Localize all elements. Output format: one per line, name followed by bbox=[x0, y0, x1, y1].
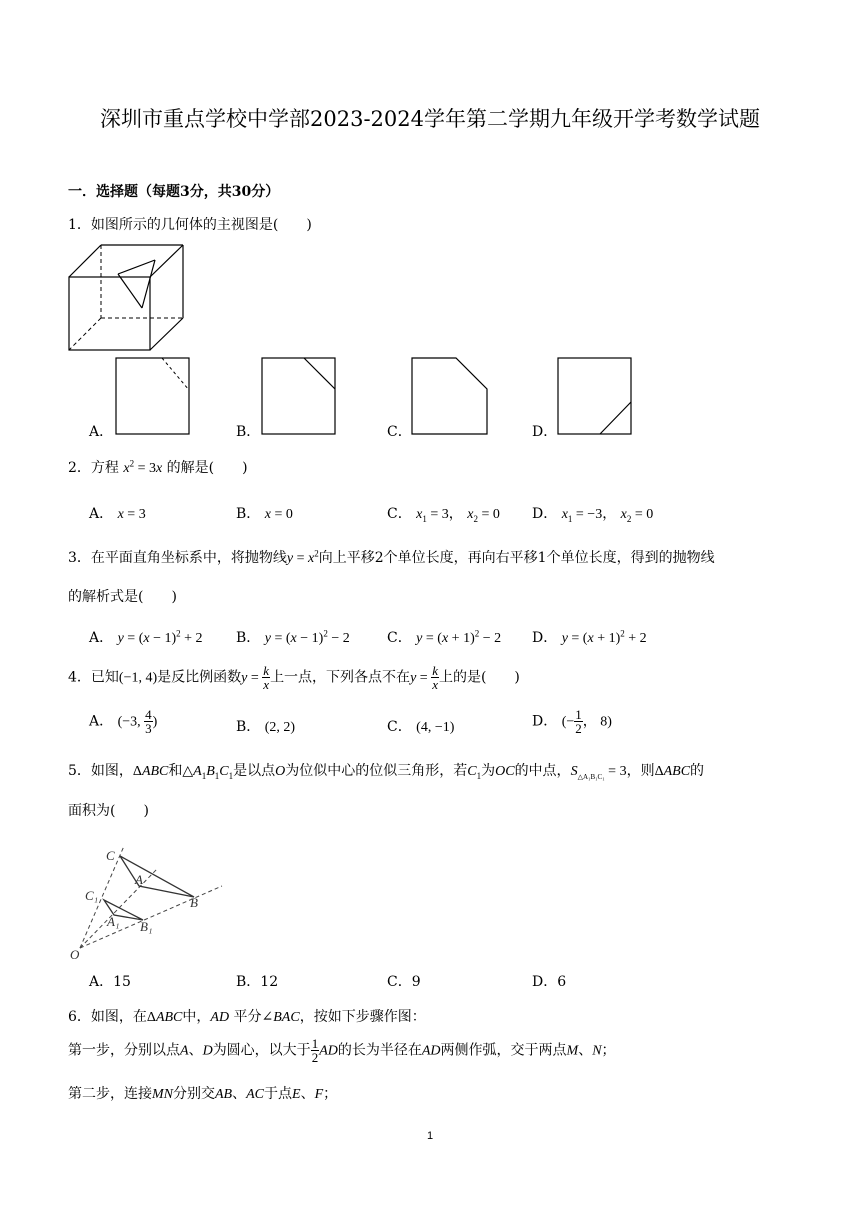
q5-stem-line1: 5．如图，ΔABC和$\triangle A_1B_1C_1$是以点O为位似中心的位似三角形，若$C_1$为OC的中点，$S_{\triangle A_1B_1C_1} = 3$，则ΔABC的 bbox=[68, 763, 705, 781]
q1-option-c-label[interactable]: C． bbox=[387, 424, 412, 440]
q1-stem: 1．如图所示的几何体的主视图是( ) bbox=[68, 217, 312, 233]
q1-solid-figure bbox=[66, 236, 192, 354]
q2-option-a[interactable]: A． x = 3 bbox=[89, 506, 146, 522]
q3-stem-line1: 3．在平面直角坐标系中，将抛物线$y = x^2$向上平移2个单位长度，再向右平移1个单位长度，得到的抛物线 bbox=[68, 548, 715, 566]
q5-option-c[interactable]: C．9 bbox=[387, 974, 421, 990]
q2-option-c[interactable]: C． $x_1 = 3$， $x_2 = 0$ bbox=[387, 506, 500, 524]
q4-option-d[interactable]: D． (− $\frac{1}{2}$ ， 8) bbox=[532, 707, 612, 736]
q5-label-b1: B₁ bbox=[140, 919, 153, 934]
q1-option-d-label[interactable]: D． bbox=[532, 424, 558, 440]
q4-option-b[interactable]: B． (2, 2) bbox=[236, 719, 296, 735]
q4-option-a[interactable]: A． (−3, $\frac{4}{3}$ ) bbox=[89, 707, 158, 736]
q5-label-c1: C₁ bbox=[85, 888, 99, 903]
page-number: 1 bbox=[426, 1130, 434, 1142]
section-heading: 一．选择题（每题3分，共30分） bbox=[68, 184, 280, 200]
q3-option-a[interactable]: A． $y = (x - 1)^2 + 2$ bbox=[89, 628, 203, 646]
q5-homothety-figure bbox=[66, 840, 226, 962]
q3-stem-line2: 的解析式是( ) bbox=[68, 589, 177, 605]
q5-label-c: C bbox=[106, 848, 115, 863]
q3-option-c[interactable]: C． $y = (x + 1)^2 - 2$ bbox=[387, 628, 502, 646]
q2-option-d[interactable]: D． $x_1 = -3$， $x_2 = 0$ bbox=[532, 506, 654, 524]
q5-label-a1: A₁ bbox=[107, 914, 120, 929]
q3-option-b[interactable]: B． $y = (x - 1)^2 - 2$ bbox=[236, 628, 350, 646]
q3-option-d[interactable]: D． $y = (x + 1)^2 + 2$ bbox=[532, 628, 647, 646]
q1-option-c-figure bbox=[410, 356, 490, 436]
q6-step1: 第一步，分别以点A、D为圆心，以大于 $\frac{1}{2}$ AD的长为半径在AD两侧作弧，交于两点M、N； bbox=[68, 1036, 616, 1065]
q1-option-b-figure bbox=[260, 356, 338, 436]
q1-option-a-label[interactable]: A． bbox=[89, 424, 114, 440]
q4-stem: 4．已知(−1, 4)是反比例函数y = $\frac{k}{x}$ 上一点，下列各点不在y = $\frac{k}{x}$ 上的是( ) bbox=[68, 663, 520, 692]
q1-option-d-figure bbox=[556, 356, 634, 436]
q2-stem: 2．方程 $x^2 = 3x$ 的解是( ) bbox=[68, 458, 248, 476]
q6-stem: 6．如图，在ΔABC中，AD 平分∠BAC，按如下步骤作图： bbox=[68, 1009, 426, 1025]
q5-label-b: B bbox=[190, 895, 198, 910]
page-title: 深圳市重点学校中学部2023-2024学年第二学期九年级开学考数学试题 bbox=[100, 107, 760, 131]
q5-label-a: A bbox=[135, 872, 143, 887]
q5-stem-line2: 面积为( ) bbox=[68, 803, 149, 819]
q5-option-a[interactable]: A．15 bbox=[89, 974, 131, 990]
q4-option-c[interactable]: C． (4, −1) bbox=[387, 719, 455, 735]
q1-option-b-label[interactable]: B． bbox=[236, 424, 261, 440]
q1-option-a-figure bbox=[114, 356, 192, 436]
q5-label-o: O bbox=[70, 947, 80, 962]
q5-option-d[interactable]: D．6 bbox=[532, 974, 567, 990]
q6-step2: 第二步，连接MN分别交AB、AC于点E、F； bbox=[68, 1086, 338, 1102]
q2-option-b[interactable]: B． x = 0 bbox=[236, 506, 293, 522]
q5-option-b[interactable]: B．12 bbox=[236, 974, 279, 990]
